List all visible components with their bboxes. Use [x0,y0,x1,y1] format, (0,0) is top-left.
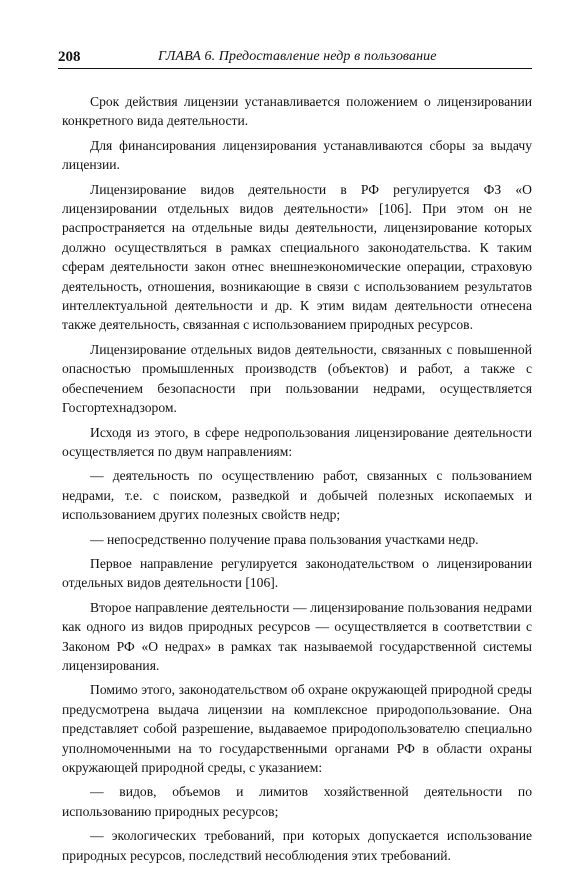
page-number: 208 [58,49,81,65]
chapter-title: ГЛАВА 6. Предоставление недр в пользование [158,49,437,64]
paragraph: Лицензирование видов деятельности в РФ регулируется ФЗ «О лицензировании отдельных видов деятельности» [106]. При этом он не распространяется на отдельные виды деятельности, лицензирование которых должно осуществляться в рамках специального законодательства. К таким сферам деятельности закон отнес внешнеэкономические операции, страховую деятельность, отношения, возникающие в связи с использованием результатов интеллектуальной деятельности и др. К этим видам деятельности отнесена также деятельность, связанная с использованием природных ресурсов. [62,181,532,333]
paragraph: Первое направление регулируется законодательством о лицензировании отдельных видов деятельности [106]. [62,555,532,591]
list-item: — непосредственно получение права пользования участками недр. [90,531,479,547]
paragraph: Для финансирования лицензирования устанавливаются сборы за выдачу лицензии. [62,137,532,173]
list-item: — видов, объемов и лимитов хозяйственной деятельности по использованию природных ресурсов; [62,784,532,819]
paragraph: Срок действия лицензии устанавливается положением о лицензировании конкретного вида деятельности. [62,94,532,129]
paragraph: Исходя из этого, в сфере недропользования лицензирование деятельности осуществляется по двум направлениям: [62,424,532,459]
body-text [62,92,532,870]
paragraph: Помимо этого, законодательством об охране окружающей природной среды предусмотрена выдача лицензии на комплексное природопользование. Она представляет собой разрешение, выдаваемое природопользователю специально уполномоченными на то государственными органами РФ в области охраны окружающей природной среды, с указанием: [62,682,532,775]
list-item: — экологических требований, при которых допускается использование природных ресурсов, последствий несоблюдения этих требований. [62,828,532,863]
list-item: — деятельность по осуществлению работ, связанных с пользованием недрами, т.е. с поиском, разведкой и добычей полезных ископаемых и использованием других полезных свойств недр; [62,468,532,523]
running-head [58,48,532,69]
paragraph: Второе направление деятельности — лицензирование пользования недрами как одного из видов природных ресурсов — осуществляется в соответствии с Законом РФ «О недрах» в рамках так называемой государственной системы лицензирования. [62,599,532,673]
paragraph: Лицензирование отдельных видов деятельности, связанных с повышенной опасностью промышленных производств (объектов) и работ, а также с обеспечением безопасности при пользовании недрами, осуществляется Госгортехнадзором. [62,341,532,416]
